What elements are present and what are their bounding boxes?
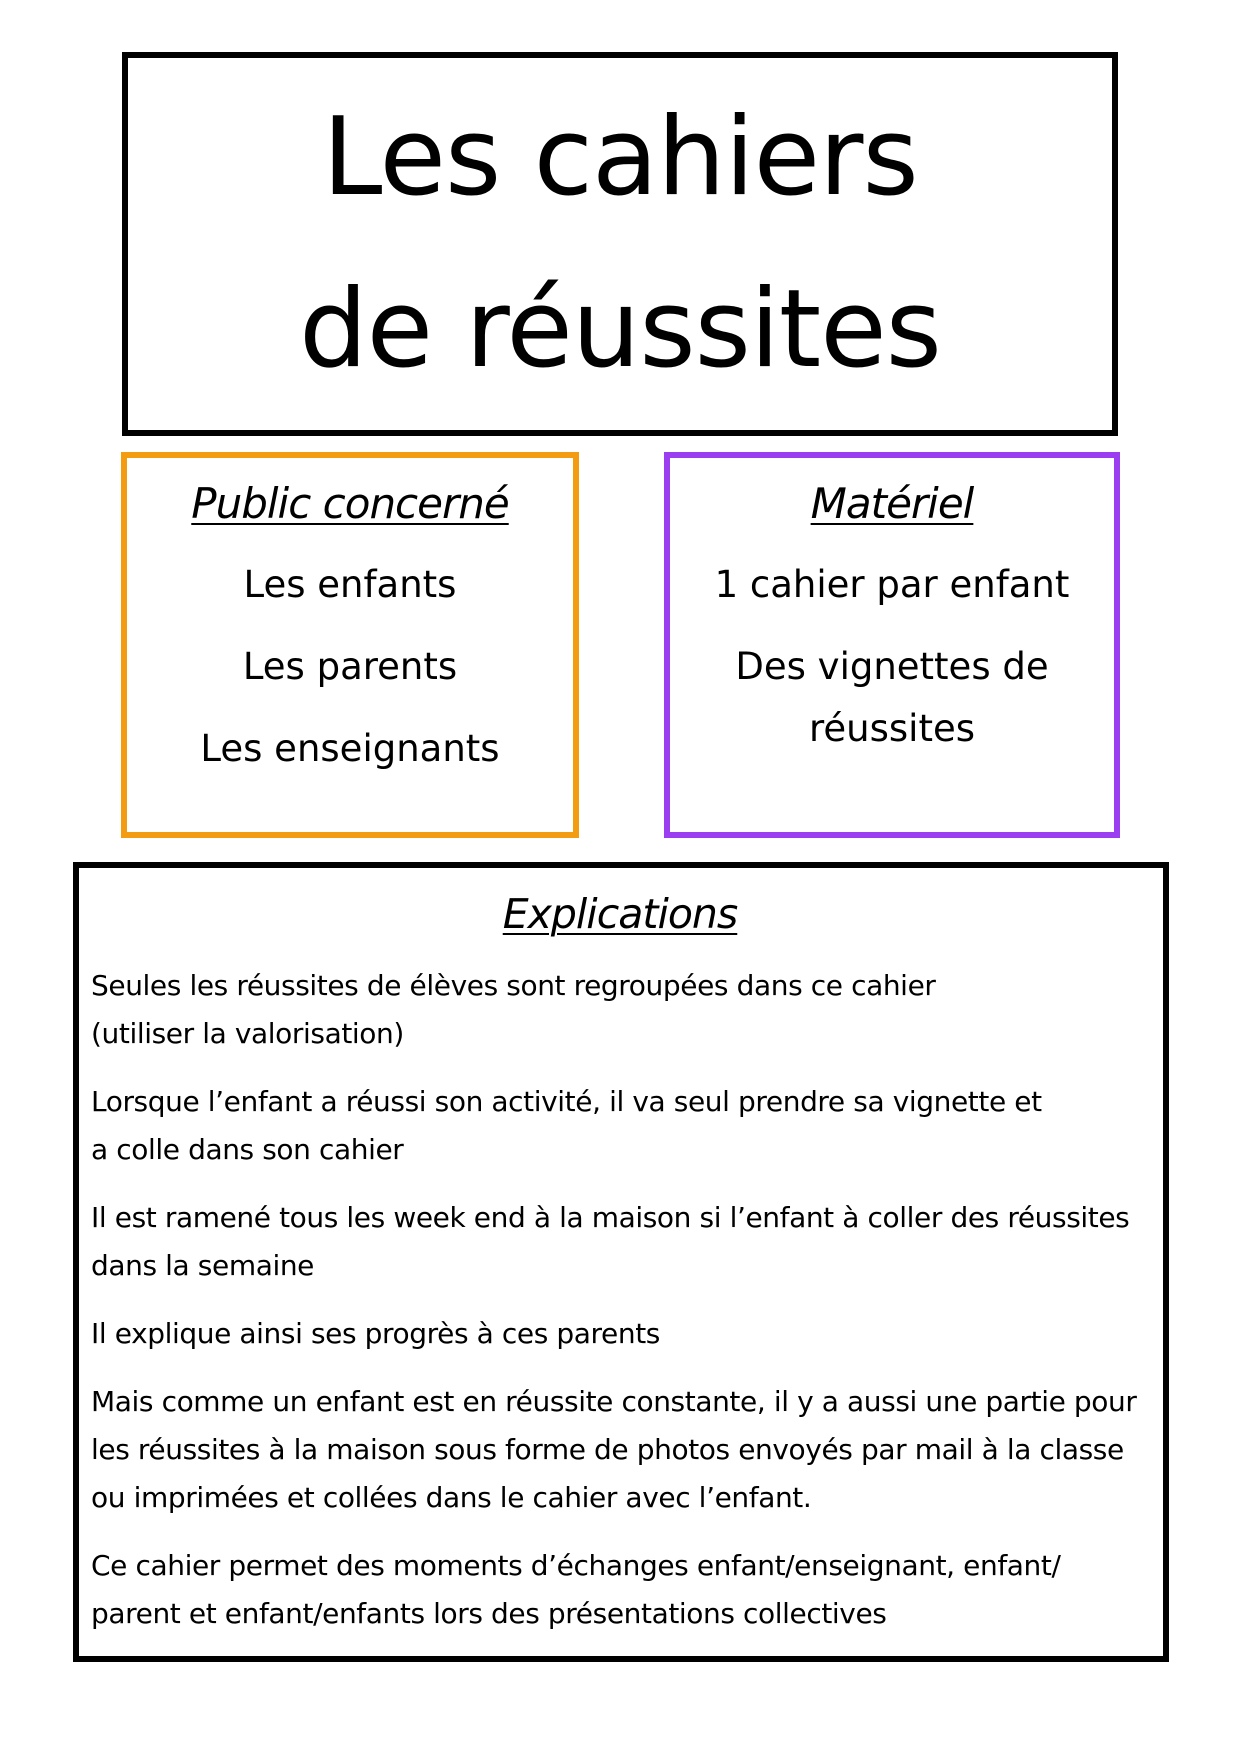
explications-box	[73, 862, 1169, 1662]
materiel-item-vignettes: Des vignettes de réussites	[735, 645, 1049, 750]
public-card	[121, 452, 579, 838]
explication-paragraph-4: Il explique ainsi ses progrès à ces parents	[91, 1317, 660, 1350]
explication-paragraph-5: Mais comme un enfant est en réussite constante, il y a aussi une partie pour les réussites à la maison sous forme de photos envoyés par mail à la classe ou imprimées et collées dans le cahier avec l’enfant.	[91, 1385, 1137, 1514]
materiel-list	[670, 554, 1114, 760]
title-line-2: de réussites	[299, 267, 941, 392]
explications-heading: Explications	[502, 890, 738, 938]
public-item-parents: Les parents	[242, 645, 458, 688]
public-card-heading: Public concerné	[191, 479, 509, 528]
materiel-card-heading: Matériel	[810, 479, 974, 528]
title-box	[122, 52, 1118, 436]
explication-paragraph-1: Seules les réussites de élèves sont regroupées dans ce cahier (utiliser la valorisation)	[91, 969, 936, 1050]
materiel-card	[664, 452, 1120, 838]
title-line-1: Les cahiers	[322, 95, 918, 220]
explication-paragraph-2: Lorsque l’enfant a réussi son activité, il va seul prendre sa vignette et a colle dans son cahier	[91, 1085, 1042, 1166]
public-item-enfants: Les enfants	[243, 563, 457, 606]
explication-paragraph-3: Il est ramené tous les week end à la maison si l’enfant à coller des réussites dans la semaine	[91, 1201, 1130, 1282]
materiel-item-cahier: 1 cahier par enfant	[714, 563, 1070, 606]
public-list	[127, 554, 573, 780]
explication-paragraph-6: Ce cahier permet des moments d’échanges enfant/enseignant, enfant/ parent et enfant/enfants lors des présentations collectives	[91, 1549, 1061, 1630]
public-item-enseignants: Les enseignants	[200, 727, 500, 770]
